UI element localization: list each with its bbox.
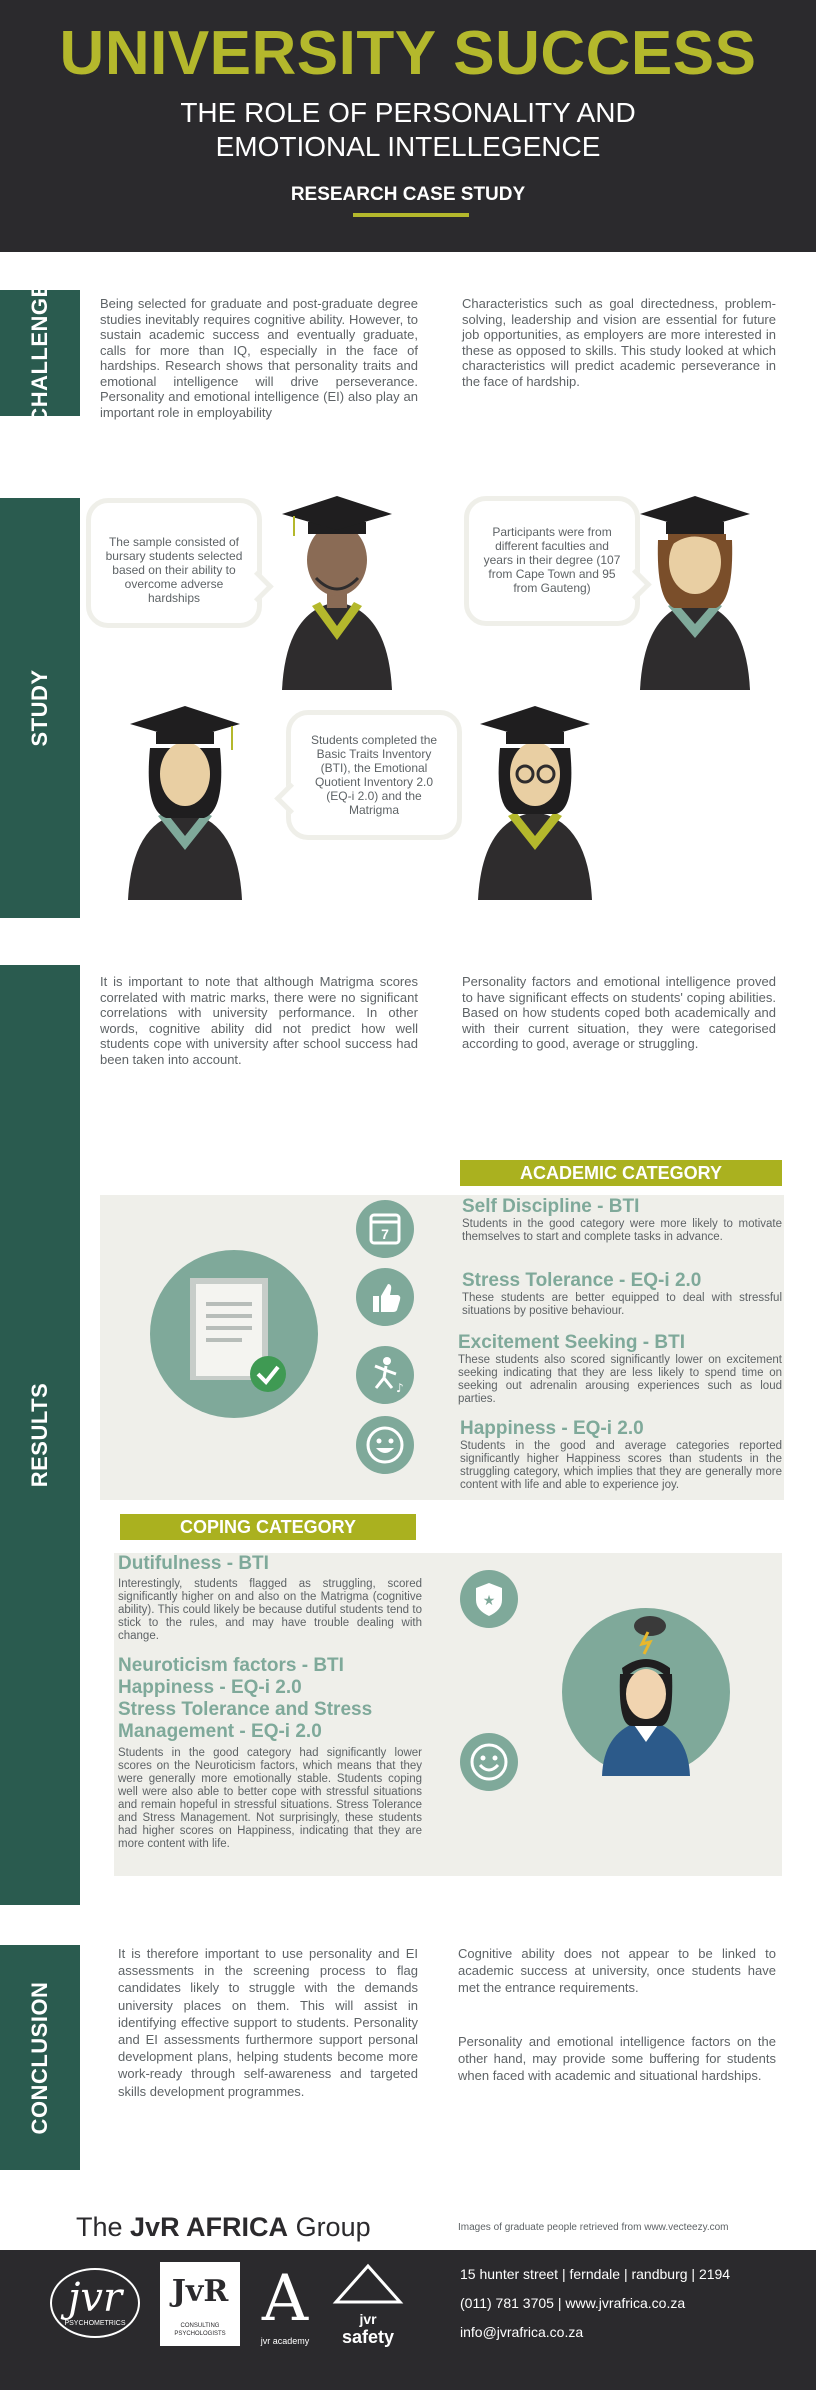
- graduate-figure-1: [272, 490, 402, 690]
- academic-category-bar: ACADEMIC CATEGORY: [460, 1160, 782, 1186]
- jvr-consulting-logo: JvR CONSULTING PSYCHOLOGISTS: [160, 2262, 240, 2346]
- image-credit: Images of graduate people retrieved from www.vecteezy.com: [458, 2222, 729, 2233]
- conclusion-left-text: It is therefore important to use personality and EI assessments in the screening process to flag candidates likely to struggle with the demands university places on them. This will assist in identifying effective support to students. Personality and EI assessments furthermore support personal development plans, helping students become more work-ready through self-awareness and targeted skills development programmes.: [118, 1946, 418, 2099]
- thumbs-up-icon: [356, 1268, 414, 1326]
- brand-prefix: The: [76, 2212, 131, 2242]
- conclusion-right-text-1: Cognitive ability does not appear to be linked to academic success at university, once students have met the entrance requirements.: [458, 1946, 776, 1995]
- academic-item-3-head: Excitement Seeking - BTI: [458, 1332, 686, 1353]
- academic-item-3-text: These students also scored significantly lower on excitement seeking indicating that they are less likely to spend time on seeking out adrenalin arousing experiences such as loud parties.: [458, 1354, 782, 1405]
- graduate-figure-4: [470, 700, 600, 900]
- study-bubble-instruments: [286, 710, 462, 840]
- coping-text-2: Students in the good category had significantly lower scores on the Neuroticism factors, which means that they were generally more emotionally stable. Students coping well were also able to better cope with stressful situations and remain hopeful in stressful situations. Stress Tolerance and Stress Management. Not surprisingly, these students had higher scores on Happiness, indicating that they are more content with life.: [118, 1747, 422, 1850]
- academic-item-4-text: Students in the good and average categories reported significantly higher Happiness scores than students in the struggling category, which implies that they are generally more content with life and able to experience joy.: [460, 1440, 782, 1491]
- dancing-person-icon: [356, 1346, 414, 1404]
- results-right-text: Personality factors and emotional intelligence proved to have significant effects on students' coping abilities. Based on how students coped both academically and with their current situation, they were categorised according to good, average or struggling.: [462, 974, 776, 1051]
- subtitle-line-1: THE ROLE OF PERSONALITY AND: [180, 97, 636, 128]
- challenge-right-text: Characteristics such as goal directedness, problem-solving, leadership and vision are essential for future job opportunities, as employers are more interested in these as opposed to skills. This study looked at which characteristics will predict academic perseverance in the face of hardship.: [462, 296, 776, 389]
- academic-item-4-head: Happiness - EQ-i 2.0: [460, 1418, 644, 1439]
- section-label-study: [0, 498, 80, 918]
- page-title: UNIVERSITY SUCCESS: [59, 19, 757, 88]
- svg-text:★: ★: [482, 1593, 496, 1609]
- coping-head-2c: Stress Tolerance and Stress: [118, 1699, 373, 1720]
- svg-text:♪: ♪: [396, 1381, 404, 1395]
- page-subtitle: [0, 96, 816, 164]
- coping-head-2d: Management - EQ-i 2.0: [118, 1721, 322, 1742]
- academic-item-3: [458, 1332, 782, 1406]
- brand-bold: JvR AFRICA: [130, 2212, 289, 2242]
- coping-neuroticism: [118, 1655, 422, 1851]
- section-label-conclusion: [0, 1945, 80, 2170]
- case-underline: [353, 213, 469, 217]
- academic-item-1-head: Self Discipline - BTI: [462, 1196, 640, 1217]
- jvr-safety-logo: jvr safety: [328, 2262, 408, 2352]
- email-text[interactable]: info@jvrafrica.co.za: [460, 2324, 584, 2340]
- conclusion-right-text-2: Personality and emotional intelligence factors on the other hand, may provide some buffering for students when faced with academic and situational hardships.: [458, 2034, 776, 2083]
- badge-star-icon: [460, 1570, 518, 1628]
- coping-head-1: Dutifulness - BTI: [118, 1553, 269, 1574]
- address-text: 15 hunter street | ferndale | randburg | 2194: [460, 2266, 731, 2282]
- coping-head-2a: Neuroticism factors - BTI: [118, 1655, 344, 1676]
- phone-web-text[interactable]: (011) 781 3705 | www.jvrafrica.co.za: [460, 2295, 686, 2311]
- bubble-sample-text: The sample consisted of bursary students selected based on their ability to overcome adverse hardships: [105, 535, 243, 605]
- bubble-instruments-text: Students completed the Basic Traits Inventory (BTI), the Emotional Quotient Inventory 2.0 (EQ-i 2.0) and the Matrigma: [310, 733, 438, 817]
- results-label-text: RESULTS: [27, 1382, 52, 1488]
- subtitle-line-2: EMOTIONAL INTELLEGENCE: [215, 131, 601, 162]
- document-check-icon: [150, 1250, 318, 1418]
- challenge-label-text: CHALLENGE: [27, 282, 52, 424]
- academic-item-1: [462, 1196, 782, 1244]
- bubble-participants-text: Participants were from different faculties and years in their degree (107 from Cape Town and 95 from Gauteng): [483, 525, 621, 595]
- graduate-figure-2: [630, 490, 760, 690]
- stressed-person-icon: [562, 1608, 730, 1776]
- results-left-text: It is important to note that although Matrigma scores correlated with matric marks, there were no significant correlations with university performance. In other words, cognitive ability did not predict how well students cope with university after school success had been taken into account.: [100, 974, 418, 1067]
- graduate-figure-3: [120, 700, 250, 900]
- section-label-results: [0, 965, 80, 1905]
- academic-item-4: [460, 1418, 782, 1492]
- study-label-text: STUDY: [27, 669, 52, 747]
- smiley-icon-coping: [460, 1733, 518, 1791]
- academic-item-1-text: Students in the good category were more likely to motivate themselves to start and complete tasks in advance.: [462, 1218, 782, 1243]
- coping-text-1: Interestingly, students flagged as struggling, scored significantly higher on and also on the Matrigma (cognitive ability). This could likely be because dutiful students tend to stick to the rules, and may have trouble dealing with change.: [118, 1578, 422, 1642]
- svg-text:7: 7: [381, 1226, 389, 1242]
- section-label-challenge: [0, 282, 80, 424]
- jvr-psychometrics-logo: jvr PSYCHOMETRICS: [40, 2268, 150, 2358]
- brand-suffix: Group: [288, 2212, 371, 2242]
- contact-block: [460, 2260, 730, 2347]
- brand-name: [76, 2212, 371, 2243]
- coping-category-bar: COPING CATEGORY: [120, 1514, 416, 1540]
- study-bubble-participants: [464, 496, 640, 626]
- smiley-icon: [356, 1416, 414, 1474]
- jvr-academy-logo: A jvr academy: [260, 2262, 310, 2346]
- calendar-icon: [356, 1200, 414, 1258]
- conclusion-label-text: CONCLUSION: [27, 1981, 52, 2134]
- challenge-left-text: Being selected for graduate and post-graduate degree studies inevitably requires cognitive ability. However, to sustain academic success and eventually graduate, calls for more than IQ, especially in the face of hardships. Research shows that personality traits and emotional intelligence will drive perseverance. Personality and emotional intelligence (EI) also play an important role in employability: [100, 296, 418, 420]
- coping-head-2b: Happiness - EQ-i 2.0: [118, 1677, 302, 1698]
- study-bubble-sample: [86, 498, 262, 628]
- academic-item-2-text: These students are better equipped to deal with stressful situations by positive behaviour.: [462, 1292, 782, 1317]
- coping-dutifulness: [118, 1553, 422, 1643]
- academic-item-2-head: Stress Tolerance - EQ-i 2.0: [462, 1270, 702, 1291]
- academic-item-2: [462, 1270, 782, 1318]
- case-study-label: RESEARCH CASE STUDY: [290, 184, 526, 205]
